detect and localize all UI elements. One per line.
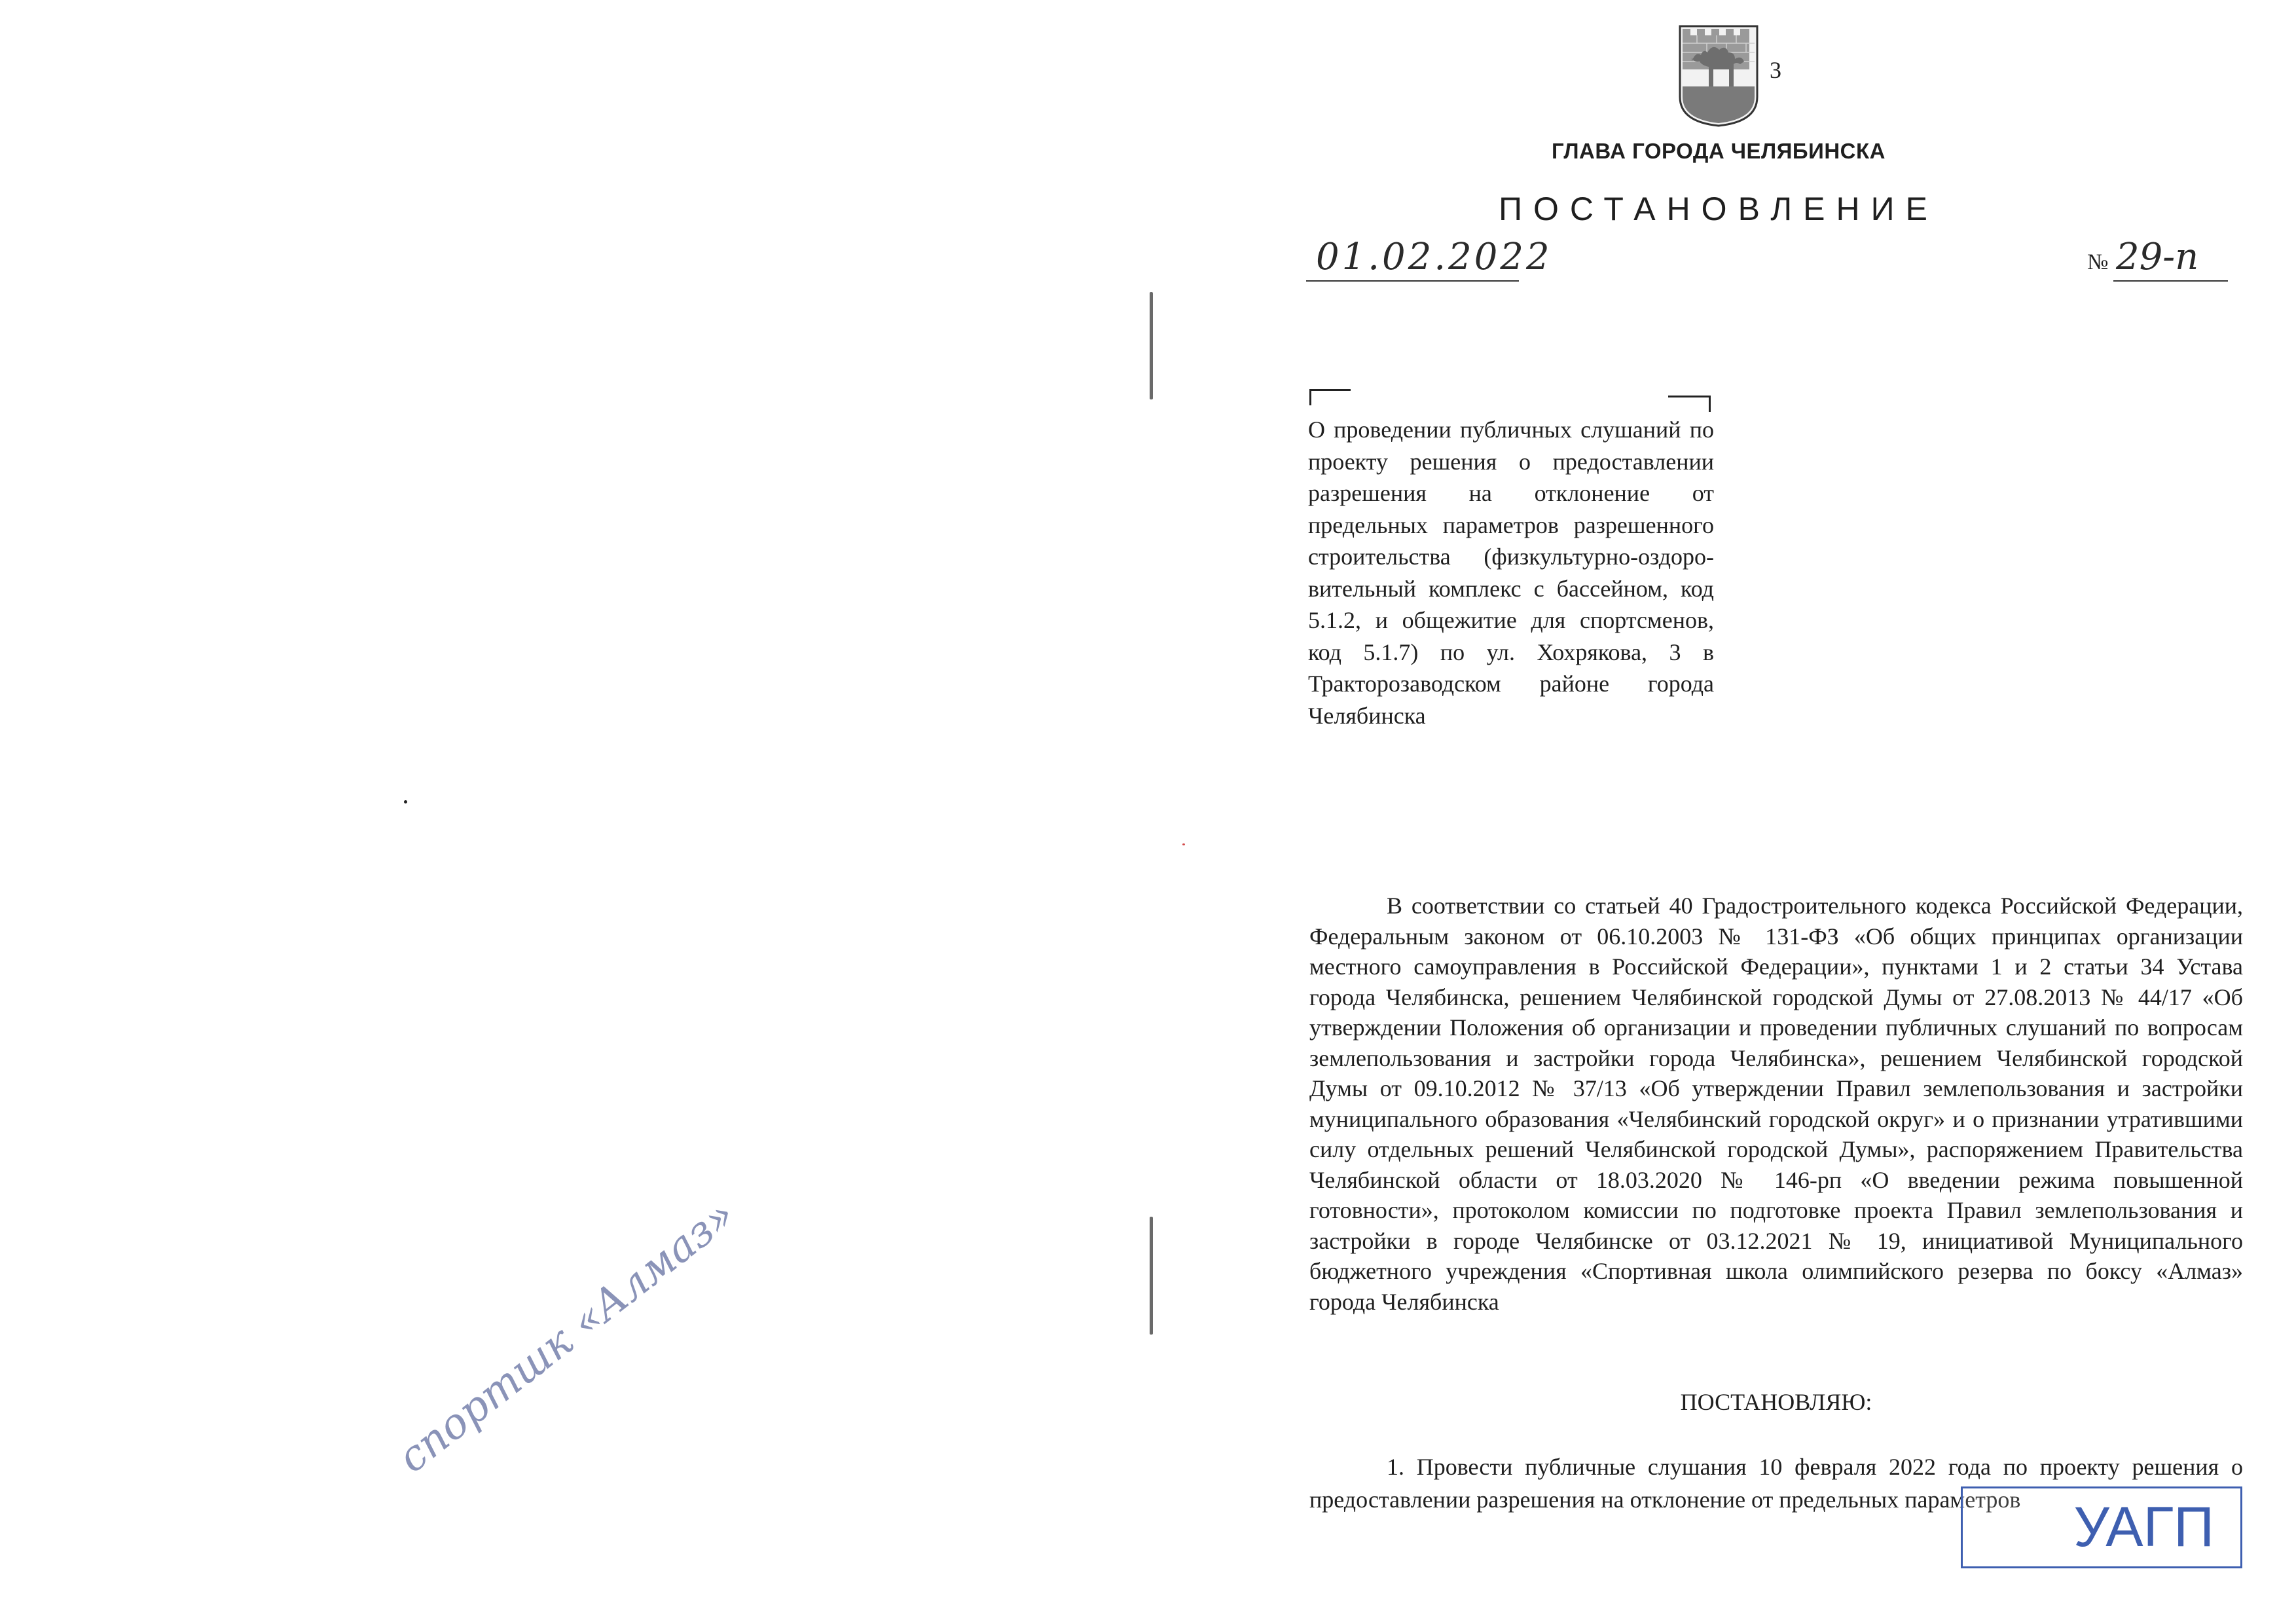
decree-heading: ПОСТАНОВЛЯЮ:	[1680, 1389, 1872, 1415]
date-underline	[1306, 280, 1519, 282]
decree-item-1: 1. Провести публичные слушания 10 февраля 2022 года по проекту решения о предоставлении разрешения на отклонение от предельных параметров	[1309, 1454, 2243, 1513]
number-sign: №	[2087, 250, 2109, 274]
preamble-paragraph: В соответствии со статьей 40 Градостроительного кодекса Российской Федерации, Федеральным законом от 06.10.2003 № 131-ФЗ «Об общих принципах организации местного самоуправления в Российской Федерации», пунктами 1 и 2 статьи 34 Устава города Челябинска, решением Челябинской городской Думы от 27.08.2013 № 44/17 «Об утверждении Положения об организации и проведении публичных слушаний по вопросам землепользования и застройки города Челябинска», решением Челябинской городской Думы от 09.10.2012 № 37/13 «Об утверждении Правил землепользования и застройки муниципального образования «Челябинский городской округ» и о признании утратившими силу отдельных решений Челябинской городской Думы», распоряжением Правительства Челябинской области от 18.03.2020 № 146-рп «О введении режима повышенной готовности», протоколом комиссии по подготовке проекта Правил землепользования и застройки в городе Челябинске от 03.12.2021 № 19, инициативой Муниципального бюджетного учреждения «Спортивная школа олимпийского резерва по боксу «Алмаз» города Челябинска	[1309, 893, 2243, 1315]
document-type-title: ПОСТАНОВЛЕНИЕ	[1499, 191, 1939, 227]
document-number: 29-п	[2116, 236, 2199, 278]
subject-bracket-right	[1668, 396, 1711, 412]
registration-stamp	[1961, 1486, 2242, 1568]
page-number: 3	[1770, 57, 1781, 83]
scan-binding-mark	[1150, 292, 1153, 399]
document-subject: О проведении публичных слушаний по проекту решения о предоставлении разрешения на отклонение от предельных параметров разрешенного строительства (физкультурно-оздоро-вительный комплекс с бассейном, код 5.1.2, и общежитие для спортсменов, код 5.1.7) по ул. Хохрякова, 3 в Тракторозаводском районе города Челябинска	[1308, 416, 1714, 729]
handwritten-margin-note: спортшк «Алмаз»	[389, 1190, 744, 1483]
stamp-text: УАГП	[2073, 1496, 2214, 1559]
document-date: 01.02.2022	[1316, 236, 1552, 278]
issuing-authority: ГЛАВА ГОРОДА ЧЕЛЯБИНСКА	[1552, 139, 1886, 163]
chelyabinsk-coat-of-arms-icon	[1677, 24, 1760, 127]
scan-speck	[1182, 843, 1185, 845]
subject-bracket-left	[1309, 389, 1351, 405]
number-underline	[2113, 280, 2228, 282]
scan-speck	[404, 800, 407, 803]
scan-binding-mark	[1150, 1217, 1153, 1335]
